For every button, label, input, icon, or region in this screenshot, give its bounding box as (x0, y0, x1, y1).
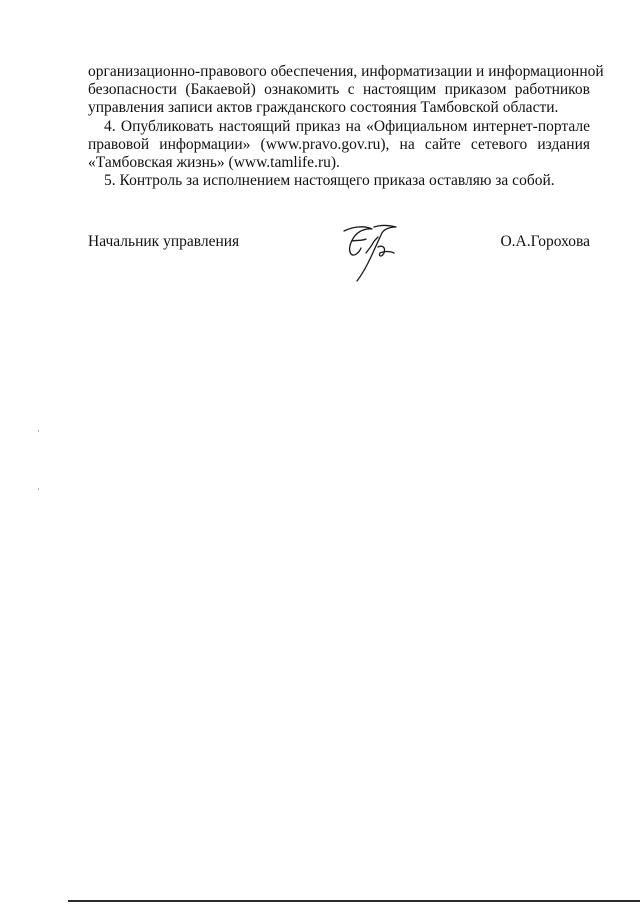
signatory-name: О.А.Горохова (500, 233, 590, 250)
scan-bottom-edge-line (68, 900, 640, 902)
item-5-text: 5. Контроль за исполнением настоящего приказа оставляю за собой. (104, 172, 555, 190)
item-4-line-3: «Тамбовская жизнь» (www.tamlife.ru). (88, 154, 340, 172)
paragraph-continuation-line-2: безопасности (Бакаевой) ознакомить с настоящим приказом работников (88, 81, 590, 99)
paragraph-continuation-line-3: управления записи актов гражданского состояния Тамбовской области. (88, 99, 559, 117)
handwritten-signature-icon (338, 223, 408, 283)
scan-artifact-dot (38, 488, 39, 490)
document-body (88, 63, 604, 190)
item-4-line-2: правовой информации» (www.pravo.gov.ru), на сайте сетевого издания (88, 135, 590, 153)
item-4-line-1: 4. Опубликовать настоящий приказ на «Официальном интернет-портале (104, 117, 590, 135)
signature-block (88, 233, 590, 293)
paragraph-continuation-line-1: организационно-правового обеспечения, информатизации и информационной (88, 63, 604, 80)
signatory-title: Начальник управления (88, 233, 240, 250)
scan-artifact-dot (38, 430, 39, 432)
